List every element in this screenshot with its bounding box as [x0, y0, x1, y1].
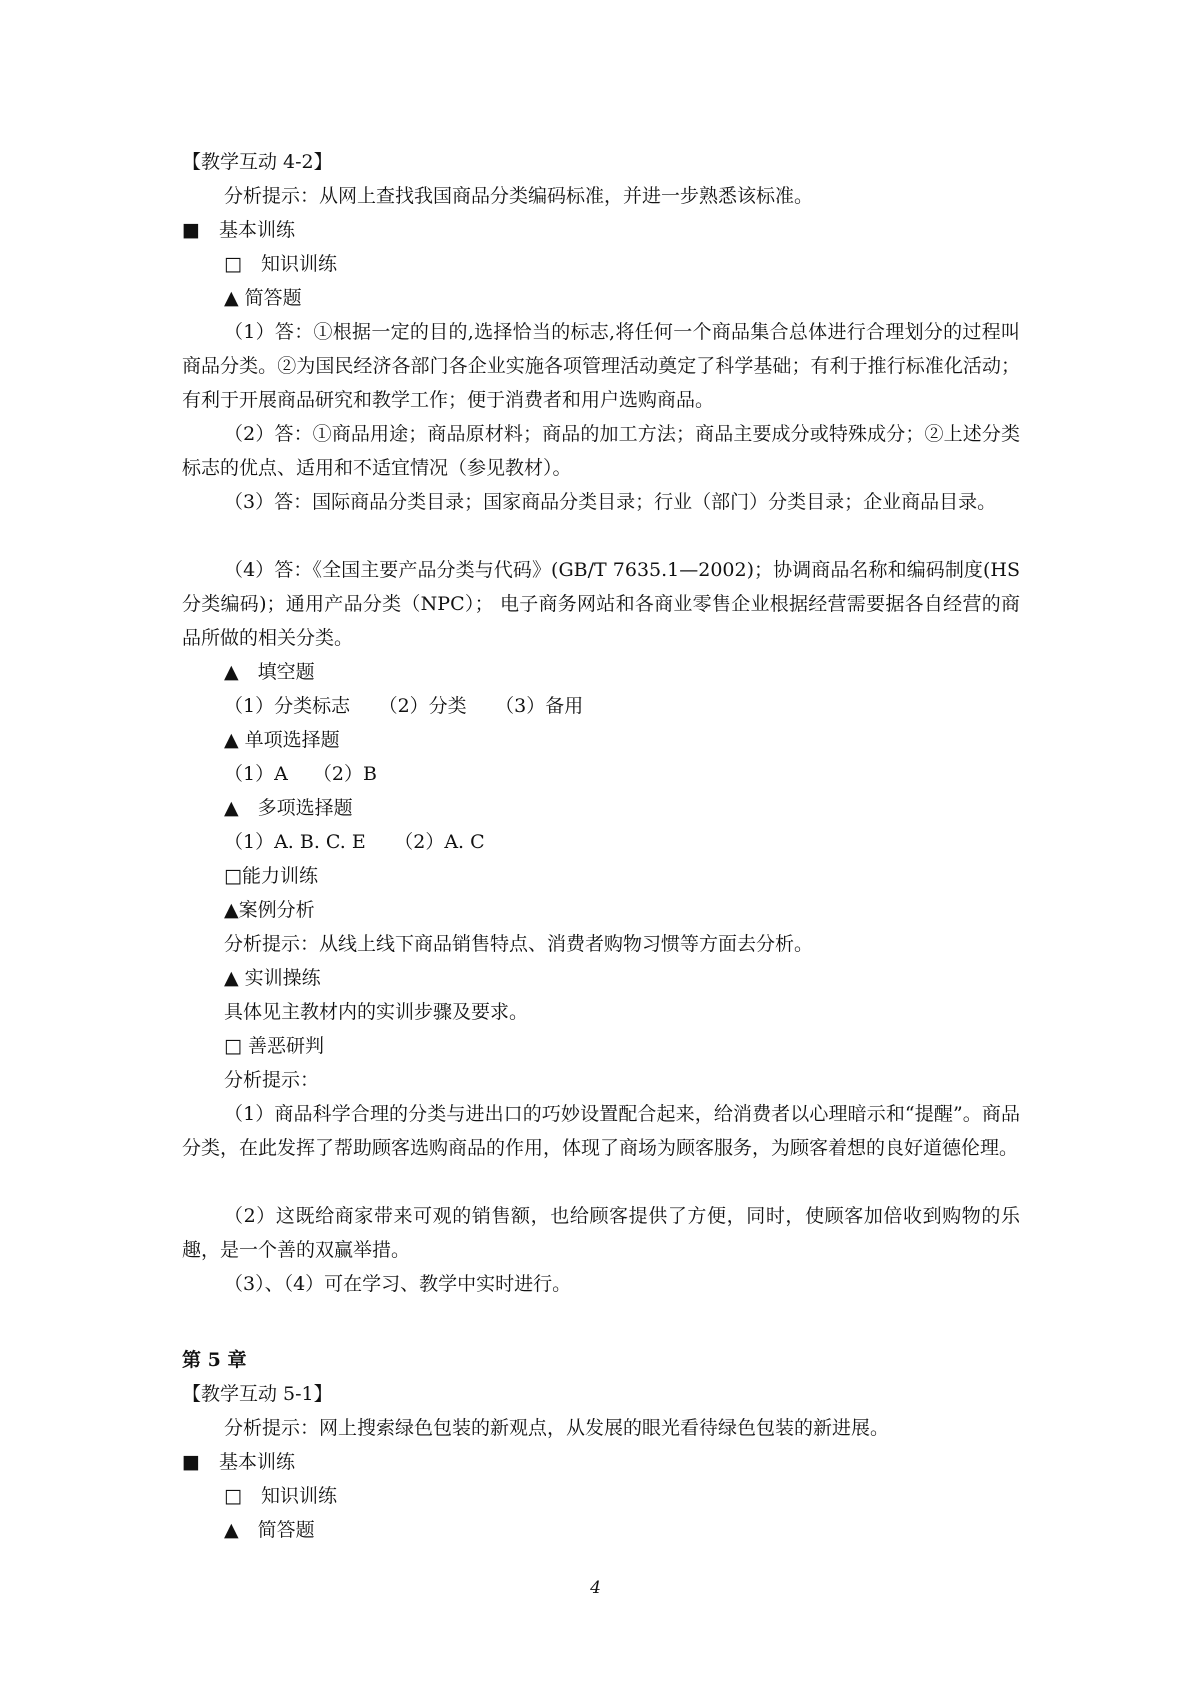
fill-blank-answers: （1）分类标志 （2）分类 （3）备用 [224, 695, 584, 717]
section-heading-2: 【教学互动 5-1】 [182, 1383, 333, 1405]
fill-blank-heading: ▲ 填空题 [224, 661, 315, 683]
analysis-hint: 分析提示：从网上查找我国商品分类编码标准，并进一步熟悉该标准。 [224, 185, 814, 207]
knowledge-training-heading-2: □ 知识训练 [224, 1485, 337, 1507]
answer-paragraph-4: （4）答：《全国主要产品分类与代码》(GB/T 7635.1—2002)；协调商品名称和编码制度(HS 分类编码)；通用产品分类（NPC）； 电子商务网站和各商业零售企业根据经营需要据各自经营的商品所做的相关分类。 [182, 559, 1020, 649]
single-choice-answers: （1）A （2）B [224, 763, 377, 785]
case-analysis-heading: ▲案例分析 [224, 899, 315, 921]
knowledge-training-heading: □ 知识训练 [224, 253, 337, 275]
answer-paragraph-1: （1）答：①根据一定的目的,选择恰当的标志,将任何一个商品集合总体进行合理划分的过程叫商品分类。②为国民经济各部门各企业实施各项管理活动奠定了科学基础；有利于推行标准化活动；有利于开展商品研究和教学工作；便于消费者和用户选购商品。 [182, 321, 1020, 411]
practice-heading: ▲ 实训操练 [224, 967, 321, 989]
basic-training-heading: ■ 基本训练 [182, 219, 295, 241]
analysis-hint-2: 分析提示：网上搜索绿色包装的新观点，从发展的眼光看待绿色包装的新进展。 [224, 1417, 890, 1439]
chapter-title: 第 5 章 [182, 1349, 247, 1371]
single-choice-heading: ▲ 单项选择题 [224, 729, 340, 751]
ethics-heading: □ 善恶研判 [224, 1035, 324, 1057]
section-heading: 【教学互动 4-2】 [182, 151, 333, 173]
practice-text: 具体见主教材内的实训步骤及要求。 [224, 1001, 529, 1023]
multi-choice-heading: ▲ 多项选择题 [224, 797, 353, 819]
short-answer-heading-2: ▲ 简答题 [224, 1519, 315, 1541]
short-answer-heading: ▲ 简答题 [224, 287, 302, 309]
ethics-paragraph-2: （2）这既给商家带来可观的销售额，也给顾客提供了方便，同时，使顾客加倍收到购物的乐趣，是一个善的双赢举措。 [182, 1205, 1020, 1261]
answer-paragraph-2: （2）答：①商品用途；商品原材料；商品的加工方法；商品主要成分或特殊成分；②上述分类标志的优点、适用和不适宜情况（参见教材）。 [182, 423, 1020, 479]
ethics-paragraph-3: （3）、（4）可在学习、教学中实时进行。 [224, 1273, 572, 1295]
ethics-paragraph-1: （1）商品科学合理的分类与进出口的巧妙设置配合起来，给消费者以心理暗示和“提醒”。商品分类，在此发挥了帮助顾客选购商品的作用，体现了商场为顾客服务，为顾客着想的良好道德伦理。 [182, 1103, 1020, 1159]
basic-training-heading-2: ■ 基本训练 [182, 1451, 295, 1473]
multi-choice-answers: （1）A. B. C. E （2）A. C [224, 831, 485, 853]
page-number: 4 [590, 1578, 601, 1598]
case-analysis-hint: 分析提示：从线上线下商品销售特点、消费者购物习惯等方面去分析。 [224, 933, 814, 955]
answer-paragraph-3: （3）答：国际商品分类目录；国家商品分类目录；行业（部门）分类目录；企业商品目录。 [224, 491, 997, 513]
ethics-hint-label: 分析提示： [224, 1069, 320, 1091]
ability-training-heading: □能力训练 [224, 865, 318, 887]
